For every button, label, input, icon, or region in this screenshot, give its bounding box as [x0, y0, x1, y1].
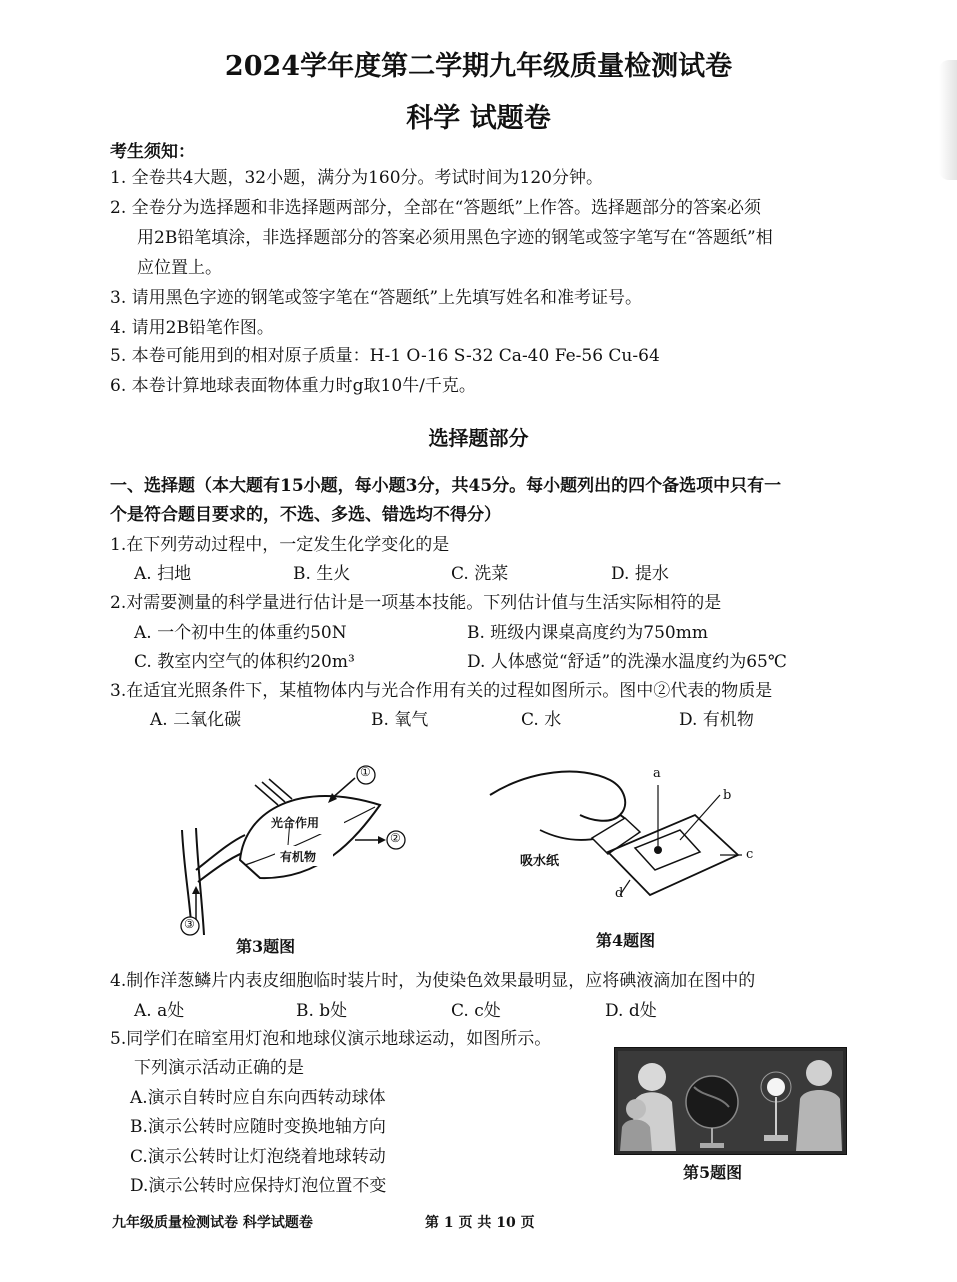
section-title: 选择题部分: [428, 426, 529, 450]
q3-stem: 3.在适宜光照条件下，某植物体内与光合作用有关的过程如图所示。图中②代表的物质是: [110, 681, 773, 701]
exam-title: 2024学年度第二学期九年级质量检测试卷: [224, 51, 733, 82]
fig3-label-3: ③: [184, 917, 195, 931]
q3-option-a: A. 二氧化碳: [150, 710, 242, 730]
q2-option-c: C. 教室内空气的体积约20m³: [134, 652, 355, 672]
notice-item-5: 5. 本卷可能用到的相对原子质量：H-1 O-16 S-32 Ca-40 Fe-56 Cu-64: [110, 346, 660, 366]
fig3-label-2: ②: [390, 831, 401, 845]
q2-stem: 2.对需要测量的科学量进行估计是一项基本技能。下列估计值与生活实际相符的是: [110, 593, 722, 613]
q5-stem-2: 下列演示活动正确的是: [134, 1058, 304, 1078]
notice-item-3: 3. 请用黑色字迹的钢笔或签字笔在“答题纸”上先填写姓名和准考证号。: [110, 288, 643, 308]
fig3-label-organic: 有机物: [280, 850, 317, 864]
q1-stem: 1.在下列劳动过程中，一定发生化学变化的是: [110, 535, 450, 555]
q4-stem: 4.制作洋葱鳞片内表皮细胞临时装片时，为使染色效果最明显，应将碘液滴加在图中的: [110, 971, 756, 991]
q2-option-b: B. 班级内课桌高度约为750mm: [467, 623, 708, 643]
fig4-label-paper: 吸水纸: [520, 854, 560, 869]
notice-item-2: 2. 全卷分为选择题和非选择题两部分，全部在“答题纸”上作答。选择题部分的答案必须: [110, 198, 762, 218]
q3-option-d: D. 有机物: [679, 710, 754, 730]
fig4-label-d: d: [615, 886, 624, 901]
fig3-caption: 第3题图: [236, 937, 296, 956]
fig4-caption: 第4题图: [596, 931, 656, 950]
q4-option-b: B. b处: [296, 1001, 348, 1021]
fig3-label-photosynthesis: 光合作用: [271, 816, 320, 830]
q2-option-a: A. 一个初中生的体重约50N: [134, 623, 347, 643]
q5-option-d: D.演示公转时应保持灯泡位置不变: [130, 1176, 387, 1196]
fig5-caption: 第5题图: [683, 1163, 743, 1182]
fig4-label-c: c: [746, 847, 754, 862]
figure-4-slide-diagram: [480, 760, 780, 910]
figure-5-photo: [614, 1047, 847, 1155]
notice-item-2-cont: 用2B铅笔填涂，非选择题部分的答案必须用黑色字迹的钢笔或签字笔写在“答题纸”相: [137, 228, 773, 248]
notice-heading: 考生须知：: [110, 142, 195, 162]
notice-item-4: 4. 请用2B铅笔作图。: [110, 318, 274, 338]
exam-subtitle: 科学 试题卷: [406, 103, 551, 134]
q5-option-b: B.演示公转时应随时变换地轴方向: [130, 1117, 386, 1137]
q2-option-d: D. 人体感觉“舒适”的洗澡水温度约为65℃: [467, 652, 787, 672]
q1-option-a: A. 扫地: [134, 564, 192, 584]
q4-option-c: C. c处: [451, 1001, 501, 1021]
notice-item-2-cont2: 应位置上。: [137, 258, 222, 278]
fig4-label-a: a: [653, 766, 661, 781]
q1-option-c: C. 洗菜: [451, 564, 509, 584]
fig4-label-b: b: [723, 788, 732, 803]
q3-option-c: C. 水: [521, 710, 562, 730]
footer-exam-name: 九年级质量检测试卷 科学试题卷: [112, 1215, 313, 1231]
section-intro-1: 一、选择题（本大题有15小题，每小题3分，共45分。每小题列出的四个备选项中只有一: [110, 476, 782, 496]
q4-option-a: A. a处: [134, 1001, 185, 1021]
fig3-label-1: ①: [360, 765, 371, 779]
q4-option-d: D. d处: [605, 1001, 657, 1021]
notice-item-1: 1. 全卷共4大题，32小题，满分为160分。考试时间为120分钟。: [110, 168, 603, 188]
q5-option-a: A.演示自转时应自东向西转动球体: [130, 1088, 386, 1108]
q5-stem: 5.同学们在暗室用灯泡和地球仪演示地球运动，如图所示。: [110, 1029, 552, 1049]
q1-option-b: B. 生火: [293, 564, 351, 584]
q5-option-c: C.演示公转时让灯泡绕着地球转动: [130, 1147, 386, 1167]
footer-page-number: 第 1 页 共 10 页: [425, 1215, 535, 1231]
q3-option-b: B. 氧气: [371, 710, 429, 730]
notice-item-6: 6. 本卷计算地球表面物体重力时g取10牛/千克。: [110, 376, 476, 396]
q1-option-d: D. 提水: [611, 564, 669, 584]
section-intro-2: 个是符合题目要求的，不选、多选、错选均不得分）: [110, 505, 501, 525]
